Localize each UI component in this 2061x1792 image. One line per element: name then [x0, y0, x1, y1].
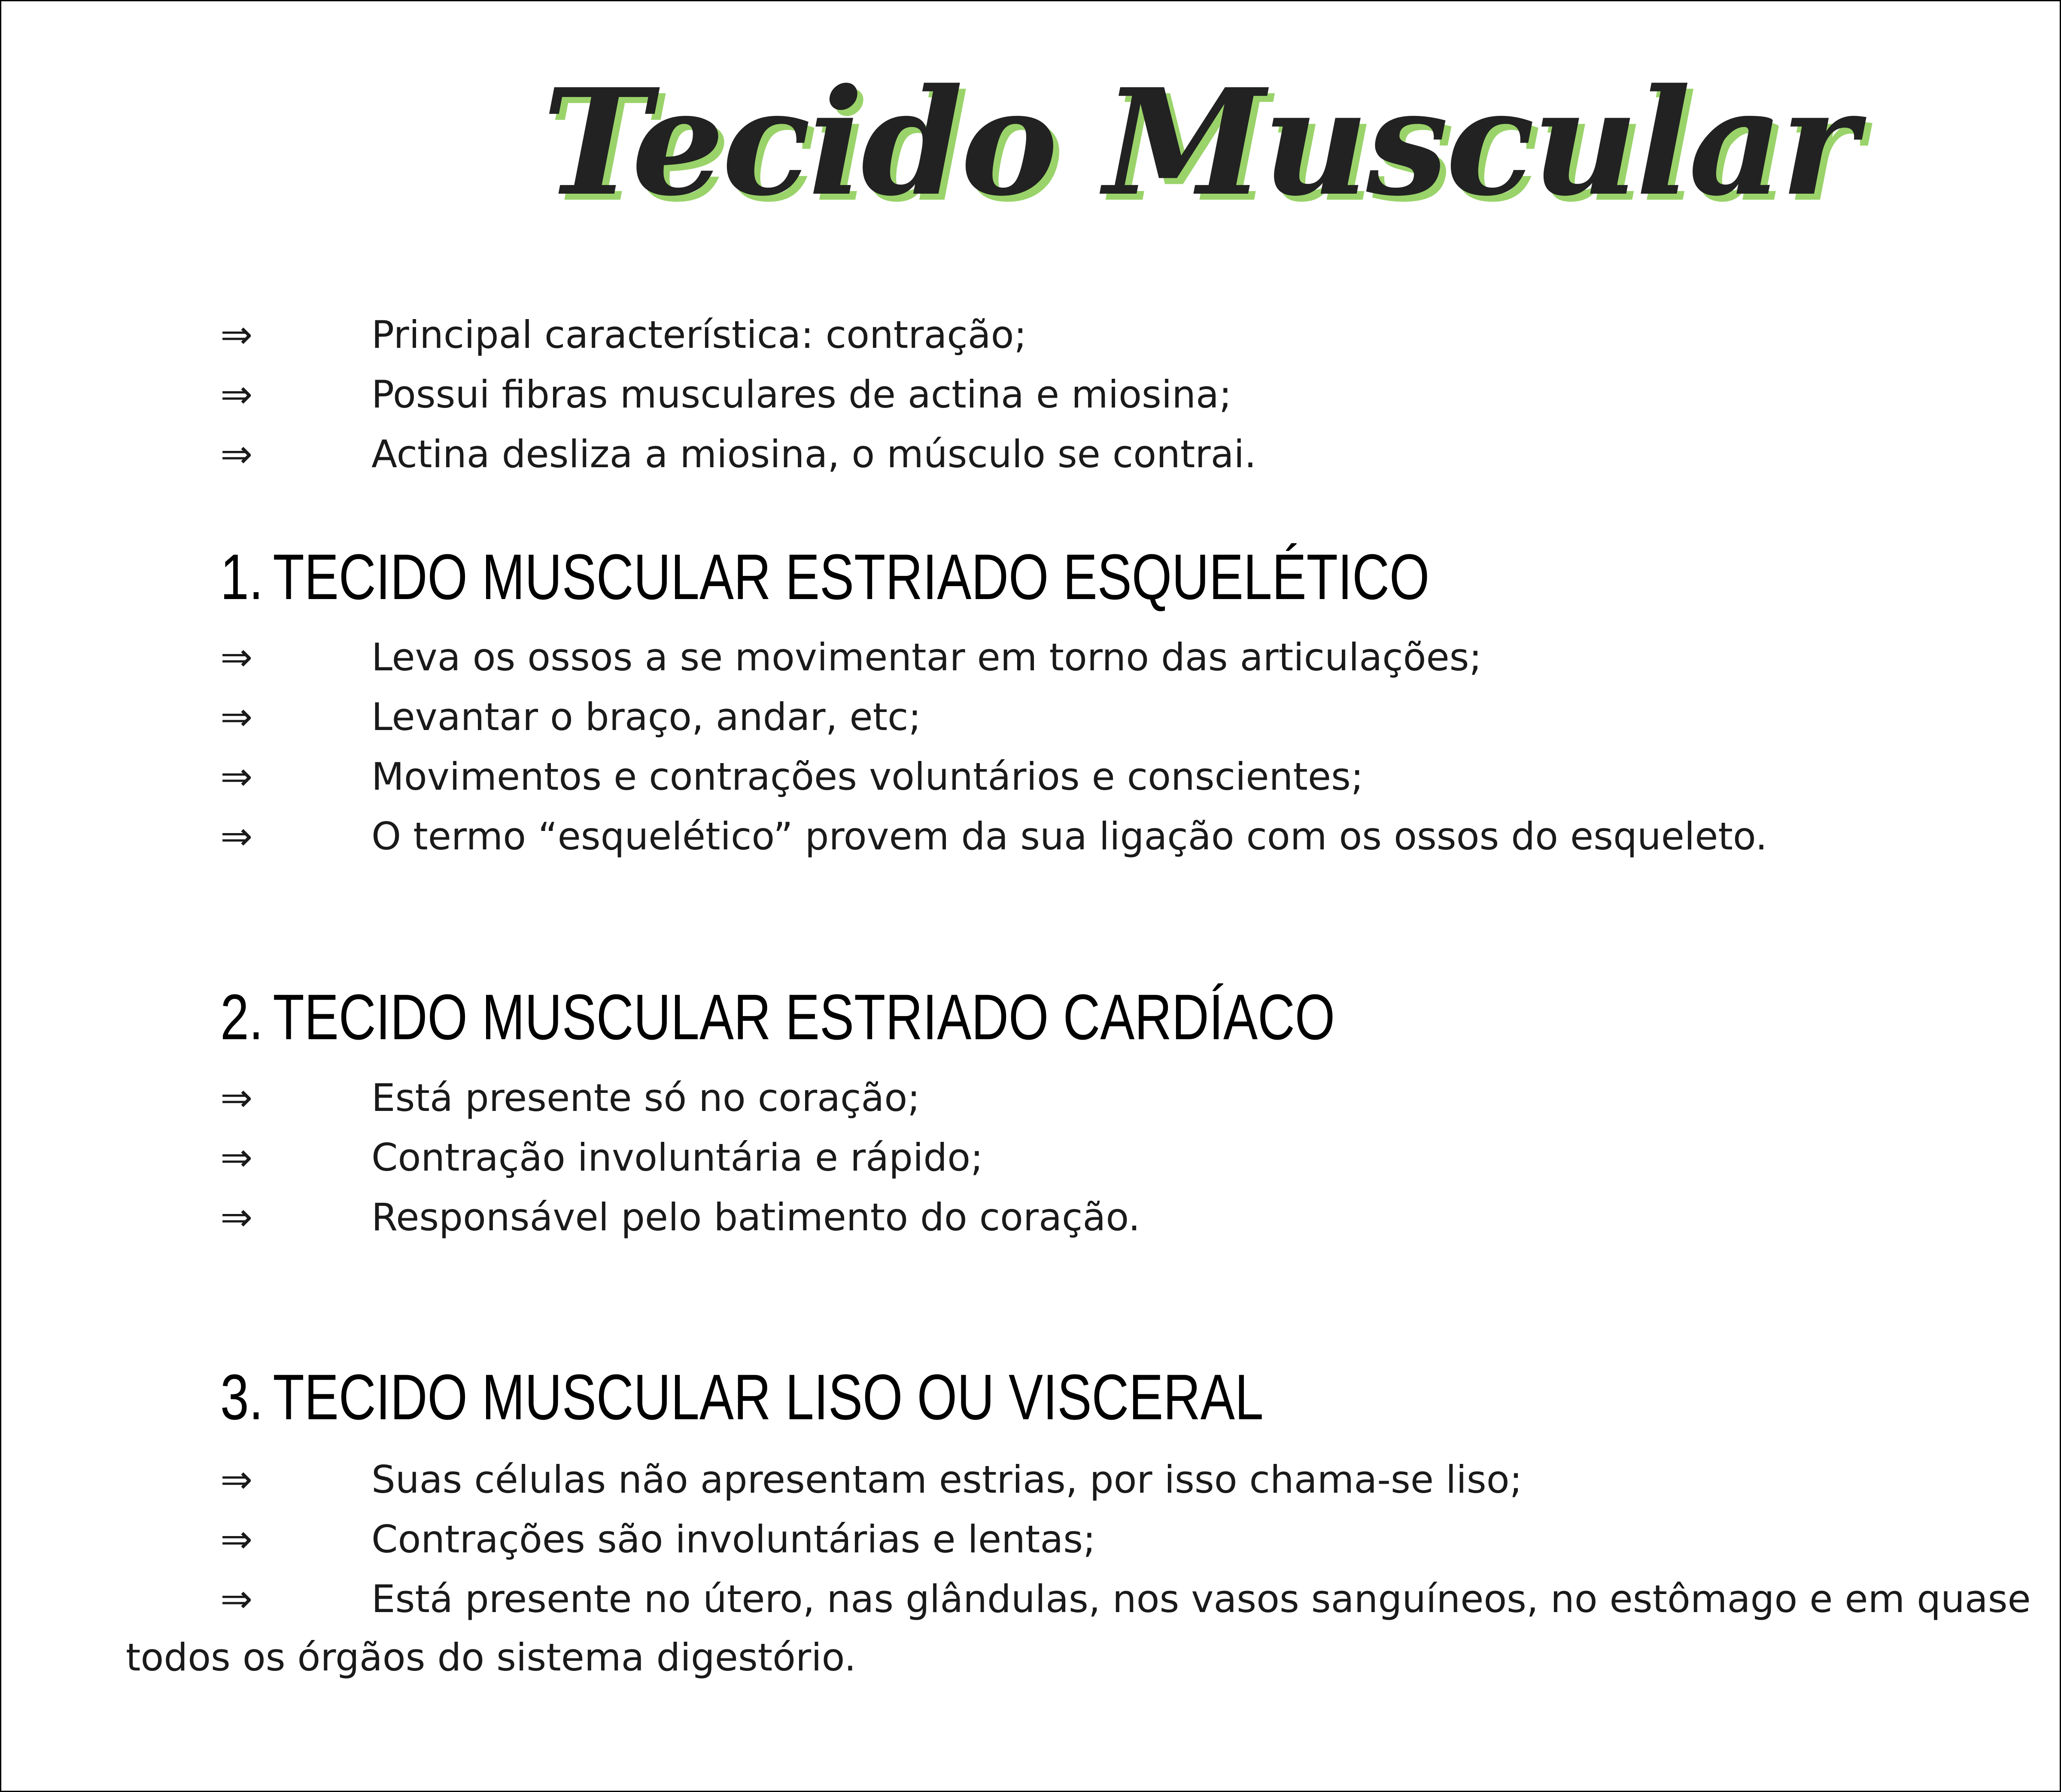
double-arrow-icon: ⇒: [220, 1075, 253, 1120]
list-item-text: Leva os ossos a se movimentar em torno das articulações;: [371, 635, 1482, 679]
section-title: TECIDO MUSCULAR ESTRIADO ESQUELÉTICO: [273, 541, 1430, 613]
double-arrow-icon: ⇒: [220, 1195, 253, 1240]
section-number: 3.: [220, 1361, 264, 1433]
section-title: TECIDO MUSCULAR ESTRIADO CARDÍACO: [273, 981, 1335, 1053]
double-arrow-icon: ⇒: [220, 432, 253, 477]
list-item-text: Levantar o braço, andar, etc;: [371, 695, 921, 739]
double-arrow-icon: ⇒: [220, 754, 253, 799]
list-item-text: Contrações são involuntárias e lentas;: [371, 1517, 1096, 1561]
double-arrow-icon: ⇒: [220, 635, 253, 680]
double-arrow-icon: ⇒: [220, 814, 253, 859]
double-arrow-icon: ⇒: [220, 312, 253, 357]
section-title: TECIDO MUSCULAR LISO OU VISCERAL: [273, 1361, 1264, 1433]
list-item-text: Está presente no útero, nas glândulas, nos vasos sanguíneos, no estômago e em quase: [371, 1577, 2031, 1621]
list-item-text: Está presente só no coração;: [371, 1076, 920, 1120]
double-arrow-icon: ⇒: [220, 1457, 253, 1502]
list-item-continuation: todos os órgãos do sistema digestório.: [126, 1635, 856, 1679]
list-item-text: Movimentos e contrações voluntários e conscientes;: [371, 755, 1364, 799]
list-item-text: Responsável pelo batimento do coração.: [371, 1195, 1140, 1239]
section-number: 1.: [220, 541, 264, 613]
list-item-text: Actina desliza a miosina, o músculo se contrai.: [371, 432, 1256, 476]
list-item-text: O termo “esquelético” provem da sua ligação com os ossos do esqueleto.: [371, 814, 1768, 858]
section-number: 2.: [220, 981, 264, 1053]
double-arrow-icon: ⇒: [220, 1576, 253, 1622]
section-heading-skeletal: [220, 538, 1429, 615]
section-heading-smooth: [220, 1358, 1264, 1436]
page-title: Tecido Muscular: [542, 57, 1855, 228]
list-item-text: Possui fibras musculares de actina e miosina;: [371, 372, 1232, 417]
double-arrow-icon: ⇒: [220, 1135, 253, 1180]
double-arrow-icon: ⇒: [220, 1517, 253, 1562]
list-item-text: Contração involuntária e rápido;: [371, 1135, 983, 1180]
list-item-text: Suas células não apresentam estrias, por isso chama-se liso;: [371, 1457, 1523, 1502]
list-item-text: Principal característica: contração;: [371, 313, 1027, 357]
double-arrow-icon: ⇒: [220, 694, 253, 739]
section-heading-cardiac: [220, 978, 1335, 1056]
double-arrow-icon: ⇒: [220, 372, 253, 417]
